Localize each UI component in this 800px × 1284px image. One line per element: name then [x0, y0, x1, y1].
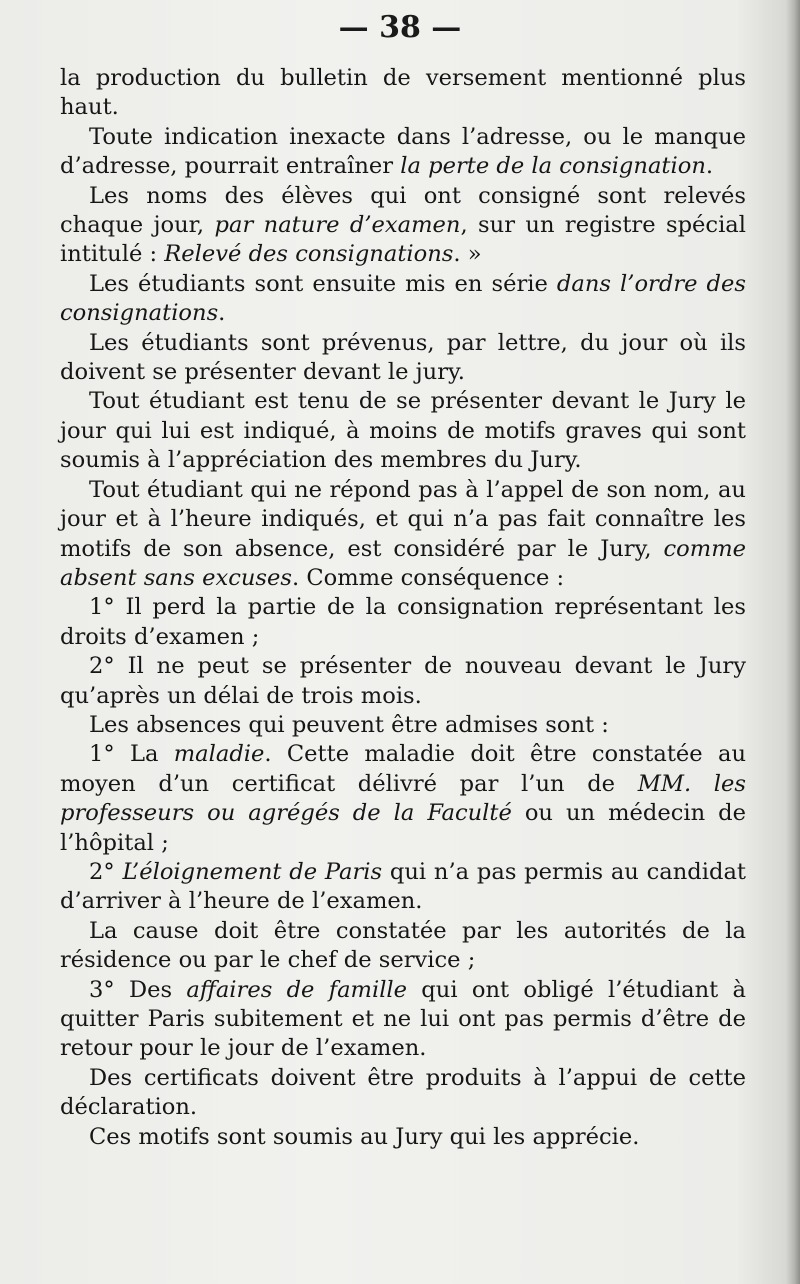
paragraph — [60, 123, 746, 182]
text-run: la production du bulletin de versement mentionné plus haut. — [60, 65, 746, 121]
text-run: . — [218, 300, 226, 327]
text-run: 3° Des — [89, 976, 187, 1003]
paragraph — [60, 64, 746, 123]
text-run: La cause doit être constatée par les autorités de la résidence ou par le chef de service ; — [60, 917, 746, 974]
text-run: ou un médecin de l’hôpital ; — [60, 800, 746, 856]
text-run: qui n’a pas permis au candidat d’arriver à l’heure de l’examen. — [60, 858, 747, 915]
text-run: Les absences qui peuvent être admises sont : — [89, 711, 609, 738]
text-run: Les noms des élèves qui ont consigné sont relevés chaque jour, — [60, 182, 746, 239]
text-run: 2° — [89, 858, 123, 885]
text-run: . Comme conséquence : — [291, 564, 565, 591]
paragraph — [60, 652, 746, 711]
page-edge-shadow — [786, 0, 800, 1284]
paragraph — [60, 387, 746, 475]
page-number: — 38 — — [338, 10, 462, 45]
text-run: qui ont obligé l’étudiant à quitter Paris subitement et ne lui ont pas permis d’être de retour pour le jour de l’examen. — [60, 976, 746, 1062]
italic-run: par nature d’examen — [214, 212, 461, 239]
paragraph — [60, 711, 746, 740]
paragraph — [60, 740, 746, 858]
text-run: 1° La — [89, 741, 174, 768]
paragraph — [60, 329, 746, 388]
text-run: Tout étudiant qui ne répond pas à l’appel de son nom, au jour et à l’heure indiqués, et qui n’a pas fait connaître les motifs de son absence, est considéré par le Jury, — [60, 476, 746, 562]
italic-run: L’éloignement de Paris — [122, 858, 383, 885]
paragraph — [60, 858, 746, 917]
text-run: Les étudiants sont prévenus, par lettre, du jour où ils doivent se présenter devant le jury. — [60, 329, 746, 386]
paragraph — [60, 593, 746, 652]
italic-run: comme absent sans excuses — [60, 535, 746, 591]
paragraph — [60, 976, 746, 1064]
italic-run: MM. les professeurs ou agrégés de la Faculté — [60, 770, 746, 827]
paragraph — [60, 1064, 746, 1123]
text-run: Des certificats doivent être produits à l’appui de cette déclaration. — [60, 1064, 746, 1121]
body-text — [60, 64, 746, 1152]
paragraph — [60, 270, 746, 329]
italic-run: dans l’ordre des consignations — [60, 270, 746, 327]
text-run: . — [705, 153, 714, 180]
text-run: 2° Il ne peut se présenter de nouveau devant le Jury qu’après un délai de trois mois. — [60, 653, 746, 709]
text-run: Ces motifs sont soumis au Jury qui les apprécie. — [89, 1123, 640, 1150]
text-run: , sur un registre spécial intitulé : — [60, 212, 747, 268]
italic-run: affaires de famille — [186, 976, 408, 1003]
text-run: Toute indication inexacte dans l’adresse, ou le manque d’adresse, pourrait entraîner — [60, 123, 746, 180]
italic-run: Relevé des consignations — [164, 241, 454, 268]
paragraph — [60, 1123, 746, 1152]
text-run: Les étudiants sont ensuite mis en série — [89, 270, 557, 297]
paragraph — [60, 476, 746, 594]
italic-run: maladie — [173, 741, 265, 768]
text-run: . Cette maladie doit être constatée au moyen d’un certificat délivré par l’un de — [60, 741, 746, 797]
text-run: 1° Il perd la partie de la consignation représentant les droits d’examen ; — [60, 594, 746, 650]
paragraph — [60, 182, 746, 270]
italic-run: la perte de la consignation — [400, 153, 706, 180]
text-run: . » — [453, 241, 482, 268]
text-run: Tout étudiant est tenu de se présenter devant le Jury le jour qui lui est indiqué, à moins de motifs graves qui sont soumis à l’appréciation des membres du Jury. — [60, 388, 746, 474]
paragraph — [60, 917, 746, 976]
